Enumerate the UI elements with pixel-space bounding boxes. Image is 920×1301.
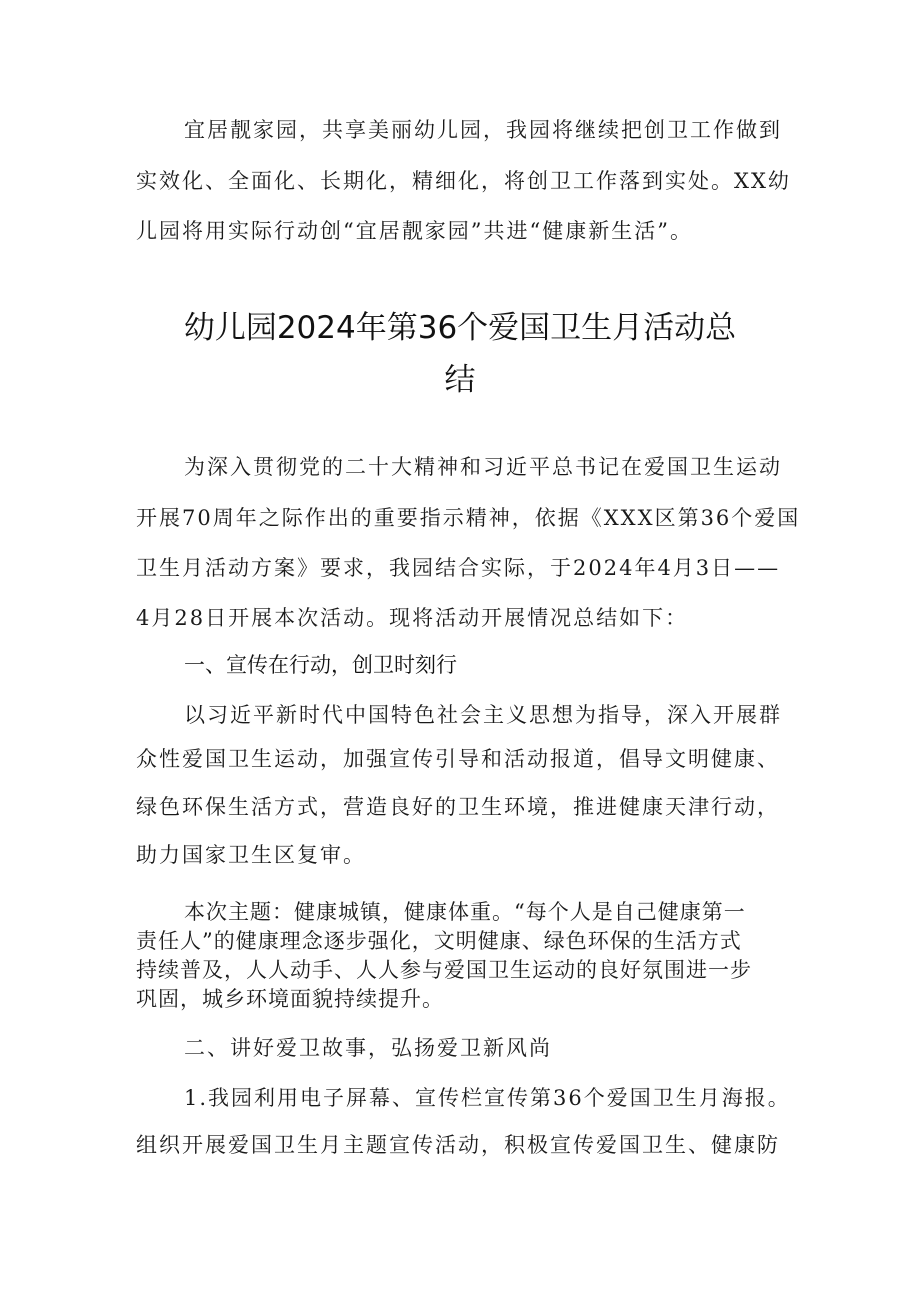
intro-line-3: 儿园将用实际行动创“宜居靓家园”共进“健康新生活”。 [136, 219, 693, 243]
section1-line-2: 众性爱国卫生运动，加强宣传引导和活动报道，倡导文明健康、 [136, 747, 780, 771]
document-title-line-2: 结 [444, 362, 476, 398]
intro-line-2: 实效化、全面化、长期化，精细化，将创卫工作落到实处。XX幼 [136, 169, 791, 193]
theme-line-3: 持续普及，人人动手、人人参与爱国卫生运动的良好氛围进一步 [136, 958, 752, 982]
section2-line-2: 组织开展爱国卫生月主题宣传活动，积极宣传爱国卫生、健康防 [136, 1133, 780, 1157]
theme-line-2: 责任人”的健康理念逐步强化，文明健康、绿色环保的生活方式 [136, 929, 742, 953]
section1-line-3: 绿色环保生活方式，营造良好的卫生环境，推进健康天津行动， [136, 795, 780, 819]
theme-line-4: 巩固，城乡环境面貌持续提升。 [136, 987, 444, 1011]
theme-line-1: 本次主题：健康城镇，健康体重。“每个人是自己健康第一 [184, 900, 746, 924]
intro-line-1: 宜居靓家园，共享美丽幼儿园，我园将继续把创卫工作做到 [184, 118, 782, 142]
section1-line-4: 助力国家卫生区复审。 [136, 843, 366, 867]
opening-line-4: 4月28日开展本次活动。现将活动开展情况总结如下： [136, 606, 689, 630]
document-title-line-1: 幼儿园2024年第36个爱国卫生月活动总 [183, 310, 737, 346]
section2-heading: 二、讲好爱卫故事，弘扬爱卫新风尚 [184, 1036, 552, 1060]
section1-line-1: 以习近平新时代中国特色社会主义思想为指导，深入开展群 [184, 703, 782, 727]
opening-line-1: 为深入贯彻党的二十大精神和习近平总书记在爱国卫生运动 [184, 455, 782, 479]
opening-line-2: 开展70周年之际作出的重要指示精神，依据《XXX区第36个爱国 [136, 506, 801, 530]
opening-line-3: 卫生月活动方案》要求，我园结合实际，于2024年4月3日—— [136, 556, 781, 580]
section1-heading: 一、宣传在行动，创卫时刻行 [184, 653, 457, 677]
section2-line-1: 1.我园利用电子屏幕、宣传栏宣传第36个爱国卫生月海报。 [184, 1086, 791, 1110]
